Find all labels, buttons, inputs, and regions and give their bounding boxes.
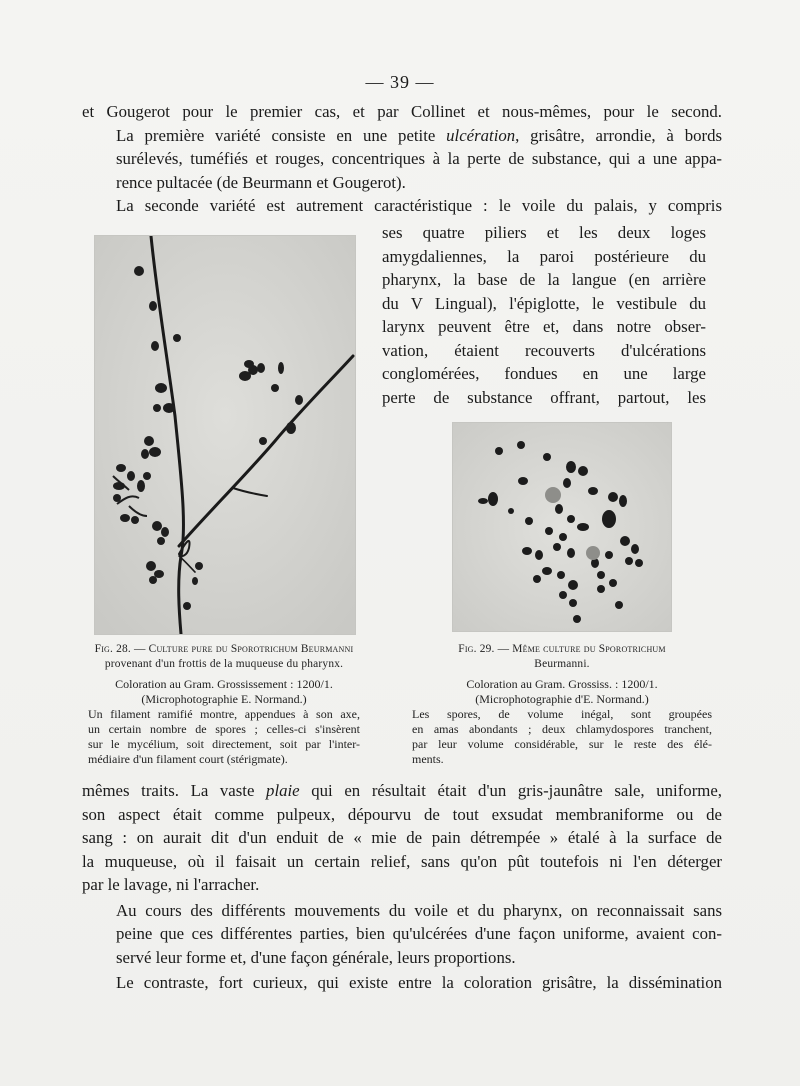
text-line: Au cours des différents mouvements du voile et du pharynx, on reconnaissait sans	[116, 900, 722, 920]
caption-line: Les spores, de volume inégal, sont groupées	[412, 707, 712, 722]
text-line: vation, étaient recouverts d'ulcérations	[382, 340, 706, 360]
figure-28-number: Fig. 28. —	[94, 643, 149, 655]
figure-28-title-text: Culture pure du Sporotrichum Beurmanni	[148, 643, 354, 655]
text-line: sang : on aurait dit d'un enduit de « mie de pain détrempée » étalé à la surface de	[82, 828, 722, 847]
figure-29-description	[412, 707, 712, 767]
top-text-block	[82, 100, 722, 218]
emphasis-ulceration: ulcération	[446, 125, 516, 145]
emphasis-plaie: plaie	[266, 781, 300, 800]
text-span: , grisâtre, arrondie, à bords	[515, 125, 722, 145]
text-line: ses quatre piliers et les deux loges	[382, 223, 706, 242]
figure-29-title-line2: Beurmanni.	[534, 657, 590, 670]
text-line: et Gougerot pour le premier cas, et par Collinet et nous-mêmes, pour le second.	[82, 102, 722, 121]
fungal-filament-image	[95, 236, 355, 634]
page-number: — 39 —	[365, 72, 435, 92]
text-line: par le lavage, ni l'arracher.	[82, 875, 260, 894]
text-line: La seconde variété est autrement caractéristique : le voile du palais, y compris	[116, 196, 722, 215]
text-line: peine que ces différentes parties, bien qu'ulcérées d'une façon uniforme, avaient con-	[116, 924, 722, 943]
figure-28-title	[88, 642, 360, 657]
figure-29-caption	[412, 642, 712, 767]
figure-28-title-line2: provenant d'un frottis de la muqueuse du pharynx.	[104, 657, 344, 670]
text-line: du V Lingual), l'épiglotte, le vestibule du	[382, 293, 706, 313]
text-line: servé leur forme et, d'une façon générale, leurs proportions.	[116, 947, 516, 967]
figure-28-micrograph	[94, 235, 356, 635]
figure-29-number: Fig. 29. —	[458, 643, 513, 655]
paragraph-plaie	[82, 779, 722, 897]
figure-28-stain: Coloration au Gram. Grossissement : 1200/1.	[115, 677, 333, 692]
bottom-text-block	[82, 779, 722, 995]
opening-line	[82, 100, 722, 124]
text-line: larynx peuvent être et, dans notre obser-	[382, 317, 706, 336]
text-line: conglomérées, fondues en une large	[382, 364, 706, 383]
caption-line: Un filament ramifié montre, appendues à son axe,	[88, 707, 360, 722]
figure-28-caption	[88, 642, 360, 767]
text-line	[82, 124, 722, 148]
text-line: surélevés, tuméfiés et rouges, concentriques à la perte de substance, qui a une appa-	[116, 149, 722, 168]
caption-line: en amas abondants ; deux chlamydospores tranchent,	[412, 722, 712, 737]
caption-line: par leur volume considérable, sur le reste des élé-	[412, 737, 712, 752]
text-line	[82, 779, 722, 803]
figure-29-title	[412, 642, 712, 657]
caption-line: sur le mycélium, soit directement, soit par l'inter-	[88, 737, 360, 752]
spore-cluster-image	[453, 423, 671, 631]
text-span: qui en résultait était d'un gris-jaunâtre sale, uniforme,	[299, 781, 722, 800]
figure-28-credit: (Microphotographie E. Normand.)	[141, 692, 307, 707]
caption-line: ments.	[412, 752, 444, 767]
paragraph-contrast	[82, 971, 722, 995]
text-line: amygdaliennes, la paroi postérieure du	[382, 246, 706, 266]
paragraph-first-variety	[82, 124, 722, 195]
text-line: perte de substance offrant, partout, les	[382, 387, 706, 407]
text-line: la muqueuse, où il faisait un certain relief, sans qu'on pût toutefois ni l'en déterger	[82, 851, 722, 871]
figure-29-micrograph	[452, 422, 672, 632]
text-line: pharynx, la base de la langue (en arrière	[382, 270, 706, 289]
right-column-text	[382, 221, 706, 409]
text-line: rence pultacée (de Beurmann et Gougerot).	[116, 172, 406, 192]
figure-28-description	[88, 707, 360, 767]
paragraph-movements	[82, 899, 722, 970]
figure-29-credit: (Microphotographie d'E. Normand.)	[475, 692, 649, 707]
text-span: mêmes traits. La vaste	[82, 781, 267, 800]
figure-29-stain: Coloration au Gram. Grossiss. : 1200/1.	[466, 677, 658, 692]
caption-line: médiaire d'un filament court (stérigmate).	[88, 752, 288, 767]
text-line: son aspect était comme pulpeux, dépourvu de tout exsudat membraniforme ou de	[82, 804, 722, 824]
text-span: La première variété consiste en une petite	[116, 125, 447, 145]
paragraph-second-variety	[82, 194, 722, 218]
figure-29-title-text: Même culture du Sporotrichum	[512, 643, 666, 655]
caption-line: un certain nombre de spores ; celles-ci s'insèrent	[88, 722, 360, 737]
text-line: Le contraste, fort curieux, qui existe entre la coloration grisâtre, la dissémination	[116, 973, 722, 992]
